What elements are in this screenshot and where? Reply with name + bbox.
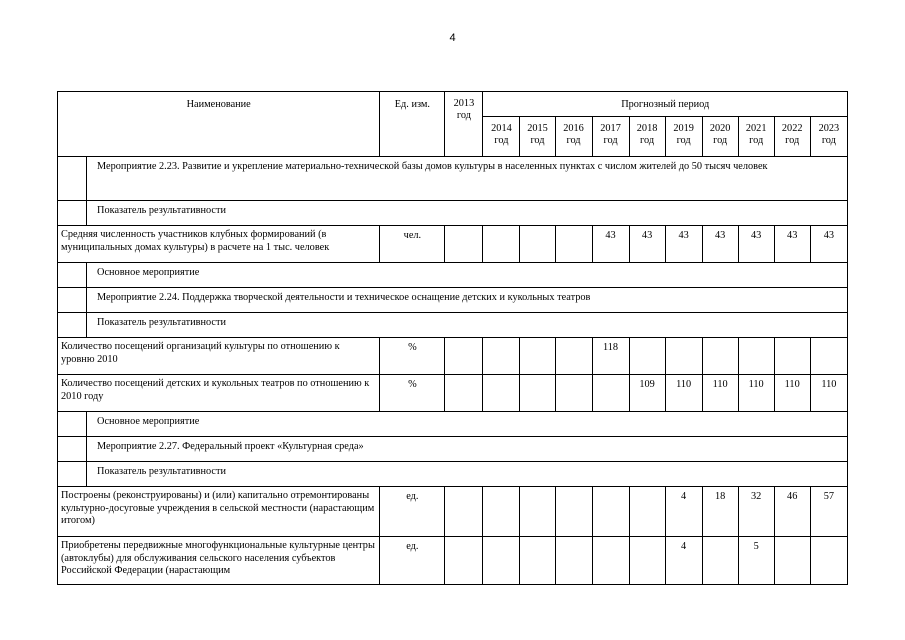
indicator-value-2021: 5: [738, 537, 774, 585]
indicator-row: [58, 226, 848, 263]
section-title: Мероприятие 2.23. Развитие и укрепление материально-технической базы домов культуры в населенных пунктах с числом жителей до 50 тысяч человек: [87, 157, 848, 201]
indicator-value-2018: 43: [629, 226, 665, 263]
indicator-value-2021: 110: [738, 375, 774, 412]
header-year-2023: 2023 год: [810, 117, 847, 157]
indicator-row: [58, 375, 848, 412]
indicator-value-2019: 4: [665, 487, 702, 537]
section-indent-cell: [58, 288, 87, 313]
page-number: 4: [449, 32, 456, 44]
section-row: [58, 462, 848, 487]
indicator-unit: ед.: [380, 487, 445, 537]
indicator-value-2020: [702, 537, 738, 585]
header-year-2022: 2022 год: [774, 117, 810, 157]
section-row: [58, 313, 848, 338]
section-indent-cell: [58, 412, 87, 437]
indicator-value-2014: [483, 338, 520, 375]
section-title: Показатель результативности: [87, 201, 848, 226]
section-title: Основное мероприятие: [87, 412, 848, 437]
section-row: [58, 288, 848, 313]
indicator-value-2018: [629, 487, 665, 537]
indicator-base-value: [445, 226, 483, 263]
indicator-value-2021: 32: [738, 487, 774, 537]
indicator-value-2018: 109: [629, 375, 665, 412]
section-indent-cell: [58, 157, 87, 201]
indicator-value-2022: 46: [774, 487, 810, 537]
indicator-value-2017: [592, 487, 629, 537]
indicator-value-2017: 43: [592, 226, 629, 263]
indicator-value-2014: [483, 375, 520, 412]
section-indent-cell: [58, 263, 87, 288]
section-indent-cell: [58, 313, 87, 338]
header-year-2019: 2019 год: [665, 117, 702, 157]
indicator-name: Построены (реконструированы) и (или) капитально отремонтированы культурно-досуговые учреждения в сельской местности (нарастающим итогом): [58, 487, 380, 537]
section-title: Мероприятие 2.24. Поддержка творческой деятельности и техническое оснащение детских и кукольных театров: [87, 288, 848, 313]
indicator-value-2021: 43: [738, 226, 774, 263]
indicator-value-2017: [592, 537, 629, 585]
indicator-value-2016: [555, 338, 592, 375]
indicator-value-2015: [520, 338, 555, 375]
header-year-2015: 2015 год: [520, 117, 555, 157]
indicator-base-value: [445, 537, 483, 585]
section-indent-cell: [58, 201, 87, 226]
indicator-base-value: [445, 375, 483, 412]
header-year-2020: 2020 год: [702, 117, 738, 157]
indicator-unit: чел.: [380, 226, 445, 263]
indicator-unit: %: [380, 338, 445, 375]
indicator-value-2022: 43: [774, 226, 810, 263]
indicator-value-2023: [810, 537, 847, 585]
indicator-value-2020: 43: [702, 226, 738, 263]
indicator-value-2016: [555, 487, 592, 537]
header-year-2021: 2021 год: [738, 117, 774, 157]
indicator-value-2023: [810, 338, 847, 375]
section-indent-cell: [58, 462, 87, 487]
table-body: [58, 157, 848, 585]
indicator-unit: %: [380, 375, 445, 412]
indicator-value-2019: 43: [665, 226, 702, 263]
indicator-value-2020: 110: [702, 375, 738, 412]
header-year-2016: 2016 год: [555, 117, 592, 157]
indicator-value-2022: [774, 338, 810, 375]
indicator-value-2014: [483, 537, 520, 585]
header-year-2017: 2017 год: [592, 117, 629, 157]
indicator-value-2022: 110: [774, 375, 810, 412]
indicator-row: [58, 487, 848, 537]
indicator-value-2019: 110: [665, 375, 702, 412]
indicator-value-2015: [520, 537, 555, 585]
header-forecast: Прогнозный период: [483, 92, 848, 117]
indicator-base-value: [445, 338, 483, 375]
indicator-row: [58, 338, 848, 375]
indicator-value-2017: [592, 375, 629, 412]
section-row: [58, 412, 848, 437]
header-year-2018: 2018 год: [629, 117, 665, 157]
section-row: [58, 437, 848, 462]
indicator-value-2015: [520, 375, 555, 412]
indicator-base-value: [445, 487, 483, 537]
indicator-value-2021: [738, 338, 774, 375]
indicator-value-2020: 18: [702, 487, 738, 537]
indicator-value-2023: 110: [810, 375, 847, 412]
indicator-value-2020: [702, 338, 738, 375]
section-row: [58, 157, 848, 201]
header-base-year: 2013 год: [445, 92, 483, 157]
indicator-unit: ед.: [380, 537, 445, 585]
indicator-name: Количество посещений детских и кукольных театров по отношению к 2010 году: [58, 375, 380, 412]
section-title: Показатель результативности: [87, 462, 848, 487]
forecast-table: [57, 91, 848, 585]
section-title: Основное мероприятие: [87, 263, 848, 288]
indicator-value-2016: [555, 226, 592, 263]
indicator-value-2018: [629, 338, 665, 375]
header-name: Наименование: [58, 92, 380, 157]
section-indent-cell: [58, 437, 87, 462]
indicator-name: Средняя численность участников клубных формирований (в муниципальных домах культуры) в расчете на 1 тыс. человек: [58, 226, 380, 263]
indicator-value-2015: [520, 487, 555, 537]
indicator-value-2023: 43: [810, 226, 847, 263]
indicator-row: [58, 537, 848, 585]
indicator-value-2022: [774, 537, 810, 585]
section-title: Мероприятие 2.27. Федеральный проект «Культурная среда»: [87, 437, 848, 462]
indicator-value-2016: [555, 375, 592, 412]
indicator-name: Количество посещений организаций культуры по отношению к уровню 2010: [58, 338, 380, 375]
header-unit: Ед. изм.: [380, 92, 445, 157]
indicator-value-2019: 4: [665, 537, 702, 585]
indicator-value-2014: [483, 487, 520, 537]
indicator-value-2014: [483, 226, 520, 263]
indicator-value-2016: [555, 537, 592, 585]
section-row: [58, 263, 848, 288]
section-row: [58, 201, 848, 226]
section-title: Показатель результативности: [87, 313, 848, 338]
indicator-value-2017: 118: [592, 338, 629, 375]
indicator-name: Приобретены передвижные многофункциональные культурные центры (автоклубы) для обслуживания сельского населения субъектов Российской Федерации (нарастающим: [58, 537, 380, 585]
indicator-value-2023: 57: [810, 487, 847, 537]
indicator-value-2018: [629, 537, 665, 585]
header-year-2014: 2014 год: [483, 117, 520, 157]
indicator-value-2019: [665, 338, 702, 375]
indicator-value-2015: [520, 226, 555, 263]
